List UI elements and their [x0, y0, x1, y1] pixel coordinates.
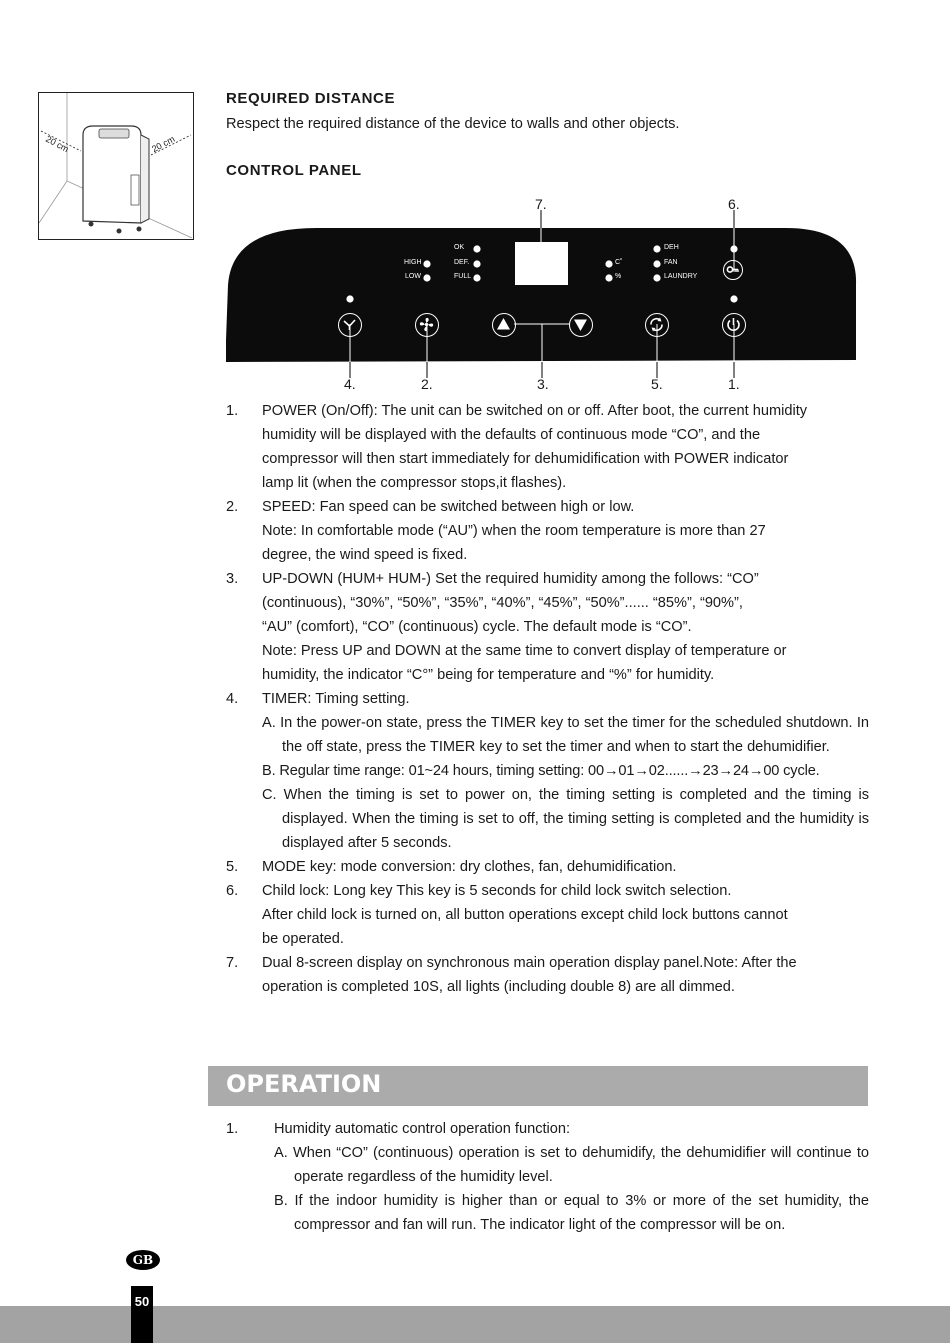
- left-distance-label: 20 cm: [44, 133, 71, 155]
- callout-mode: 5.: [651, 376, 663, 392]
- item-text: TIMER: Timing setting.: [262, 691, 410, 707]
- sub-item: A. When “CO” (continuous) operation is set to dehumidify, the dehumidifier will continue to operate regardless of the humidity level.: [274, 1145, 869, 1185]
- triangle-up-icon: [493, 314, 514, 335]
- sub-item: A. In the power-on state, press the TIMER key to set the timer for the scheduled shutdown. In the off state, press the TIMER key to set the timer and when to start the dehumidifier.: [262, 715, 869, 755]
- list-item: [226, 567, 869, 687]
- fan-indicator-label: FAN: [664, 259, 678, 266]
- sub-item: C. When the timing is set to power on, the timing setting is completed and the timing is displayed. When the timing is set to off, the timing setting is completed and the humidity is displayed after 5 seconds.: [262, 787, 869, 851]
- power-button[interactable]: [722, 313, 746, 337]
- percent-indicator-label: %: [615, 273, 622, 280]
- callout-display: 7.: [535, 196, 547, 212]
- item-text: compressor will then start immediately for dehumidification with POWER indicator: [262, 451, 789, 467]
- item-text: SPEED: Fan speed can be switched between high or low.: [262, 499, 635, 515]
- page-number: 50: [134, 1294, 150, 1309]
- item-text: Dual 8-screen display on synchronous main operation display panel.Note: After the: [262, 955, 797, 971]
- fan-icon: [416, 314, 437, 335]
- callout-power: 1.: [728, 376, 740, 392]
- required-distance-title: REQUIRED DISTANCE: [226, 90, 396, 107]
- item-text: Note: In comfortable mode (“AU”) when the room temperature is more than 27: [262, 523, 766, 539]
- callout-updown: 3.: [537, 376, 549, 392]
- distance-illustration: [38, 92, 194, 240]
- item-number: 2.: [226, 499, 239, 515]
- item-text: Child lock: Long key This key is 5 seconds for child lock switch selection.: [262, 883, 732, 899]
- callout-timer: 4.: [344, 376, 356, 392]
- item-number: 5.: [226, 859, 239, 875]
- item-text: Note: Press UP and DOWN at the same time to convert display of temperature or: [262, 643, 787, 659]
- callout-lock: 6.: [728, 196, 740, 212]
- right-distance-label: 20 cm: [150, 133, 177, 155]
- item-text: “AU” (comfort), “CO” (continuous) cycle. The default mode is “CO”.: [262, 619, 692, 635]
- deh-indicator-label: DEH: [664, 244, 679, 251]
- power-icon: [723, 314, 744, 335]
- child-lock-button[interactable]: [723, 260, 743, 280]
- up-button[interactable]: [492, 313, 516, 337]
- high-indicator-label: HIGH: [404, 259, 422, 266]
- item-text: After child lock is turned on, all button operations except child lock buttons cannot: [262, 907, 788, 923]
- list-item: [226, 1117, 869, 1237]
- cycle-icon: [646, 314, 667, 335]
- def-indicator-label: DEF.: [454, 259, 470, 266]
- function-list: [226, 399, 869, 999]
- item-number: 4.: [226, 691, 239, 707]
- item-number: 3.: [226, 571, 239, 587]
- item-number: 7.: [226, 955, 239, 971]
- language-badge: GB: [126, 1250, 160, 1270]
- ok-indicator-label: OK: [454, 244, 465, 251]
- timer-button[interactable]: [338, 313, 362, 337]
- item-text: degree, the wind speed is fixed.: [262, 547, 468, 563]
- item-number: 1.: [226, 1121, 239, 1137]
- sub-item: B. Regular time range: 01~24 hours, timing setting: 00→01→02......→23→24→00 cycle.: [262, 763, 820, 779]
- control-panel-title: CONTROL PANEL: [226, 162, 362, 179]
- full-indicator-label: FULL: [454, 273, 472, 280]
- item-text: UP-DOWN (HUM+ HUM-) Set the required humidity among the follows: “CO”: [262, 571, 759, 587]
- key-icon: [724, 261, 741, 278]
- item-text: POWER (On/Off): The unit can be switched on or off. After boot, the current humidity: [262, 403, 808, 419]
- list-item: [226, 399, 869, 495]
- operation-header: [208, 1066, 868, 1106]
- item-text: humidity, the indicator “C°” being for temperature and “%” for humidity.: [262, 667, 715, 683]
- control-panel-diagram: [226, 190, 861, 395]
- triangle-down-icon: [570, 314, 591, 335]
- list-item: [226, 855, 869, 879]
- list-item: [226, 495, 869, 567]
- item-text: (continuous), “30%”, “50%”, “35%”, “40%”, “45%”, “50%”...... “85%”, “90%”,: [262, 595, 743, 611]
- list-item: [226, 879, 869, 951]
- required-distance-text: Respect the required distance of the device to walls and other objects.: [226, 116, 680, 132]
- page-number-box: [131, 1286, 153, 1343]
- laundry-indicator-label: LAUNDRY: [664, 273, 698, 280]
- item-text: be operated.: [262, 931, 344, 947]
- item-text: lamp lit (when the compressor stops,it flashes).: [262, 475, 567, 491]
- down-button[interactable]: [569, 313, 593, 337]
- list-item: [226, 951, 869, 999]
- callout-speed: 2.: [421, 376, 433, 392]
- timer-icon: [339, 314, 360, 335]
- item-text: operation is completed 10S, all lights (including double 8) are all dimmed.: [262, 979, 735, 995]
- item-text: MODE key: mode conversion: dry clothes, fan, dehumidification.: [262, 859, 677, 875]
- sub-item: B. If the indoor humidity is higher than or equal to 3% or more of the set humidity, the compressor and fan will run. The indicator light of the compressor will be on.: [274, 1193, 869, 1233]
- mode-button[interactable]: [645, 313, 669, 337]
- list-item: [226, 687, 869, 855]
- celsius-indicator-label: C˚: [615, 259, 623, 266]
- item-text: Humidity automatic control operation function:: [274, 1121, 571, 1137]
- item-number: 6.: [226, 883, 239, 899]
- operation-title: OPERATION: [226, 1070, 382, 1098]
- operation-list: [226, 1117, 869, 1237]
- item-number: 1.: [226, 403, 239, 419]
- low-indicator-label: LOW: [405, 273, 421, 280]
- item-text: humidity will be displayed with the defaults of continuous mode “CO”, and the: [262, 427, 761, 443]
- speed-button[interactable]: [415, 313, 439, 337]
